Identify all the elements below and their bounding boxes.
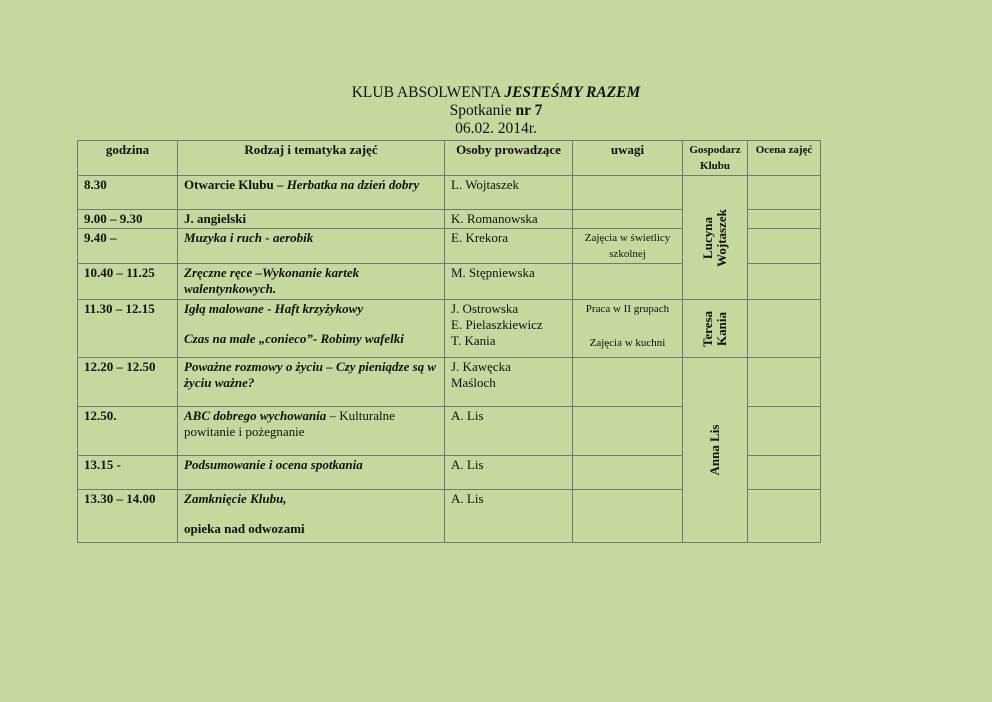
row-topic: Podsumowanie i ocena spotkania	[178, 456, 445, 490]
row-time: 13.15 -	[78, 456, 178, 490]
host-name-2	[701, 310, 729, 346]
table-header-row	[78, 141, 821, 176]
row-rating	[748, 300, 821, 358]
row-rating	[748, 210, 821, 229]
person-line: E. Pielaszkiewicz	[451, 317, 543, 332]
row-person: E. Krekora	[445, 229, 573, 264]
row-rating	[748, 456, 821, 490]
topic-line: Czas na małe „conieco”- Robimy wafelki	[184, 331, 404, 346]
row-rating	[748, 490, 821, 543]
row-note	[573, 264, 683, 300]
topic-part: Otwarcie Klubu –	[184, 177, 287, 192]
host-last-name: Wojtaszek	[714, 208, 729, 267]
row-person: M. Stępniewska	[445, 264, 573, 300]
club-name: JESTEŚMY RAZEM	[504, 84, 641, 101]
col-hour: godzina	[78, 141, 178, 176]
meeting-date: 06.02. 2014r.	[455, 120, 537, 137]
table-row	[78, 300, 821, 358]
person-line: J. Ostrowska	[451, 301, 519, 316]
row-rating	[748, 407, 821, 456]
host-cell-2	[683, 300, 748, 358]
row-note: Zajęcia w świetlicy szkolnej	[573, 229, 683, 264]
row-note	[573, 490, 683, 543]
row-time: 12.20 – 12.50	[78, 358, 178, 407]
row-topic: Muzyka i ruch - aerobik	[178, 229, 445, 264]
col-host: Gospodarz Klubu	[683, 141, 748, 176]
header-line-2	[0, 102, 992, 120]
row-person: L. Wojtaszek	[445, 176, 573, 210]
host-last-name: Kania	[714, 311, 729, 346]
host-name-3: Anna Lis	[707, 424, 722, 476]
host-first-name: Teresa	[700, 310, 715, 347]
topic-line: Zamknięcie Klubu,	[184, 491, 287, 506]
topic-line: Igłą malowane - Haft krzyżykowy	[184, 301, 364, 316]
topic-part: – Kulturalne powitanie i pożegnanie	[184, 408, 395, 439]
note-line: Zajęcia w kuchni	[589, 337, 666, 349]
row-topic	[178, 300, 445, 358]
row-note	[573, 300, 683, 358]
row-topic	[178, 407, 445, 456]
header-line-1	[0, 84, 992, 102]
row-person	[445, 358, 573, 407]
row-person: K. Romanowska	[445, 210, 573, 229]
row-rating	[748, 176, 821, 210]
col-people: Osoby prowadzące	[445, 141, 573, 176]
person-line: Maśloch	[451, 375, 496, 390]
row-person	[445, 300, 573, 358]
row-topic: J. angielski	[178, 210, 445, 229]
row-time: 13.30 – 14.00	[78, 490, 178, 543]
row-time: 9.40 –	[78, 229, 178, 264]
topic-line: opieka nad odwozami	[184, 521, 305, 536]
col-rating: Ocena zajęć	[748, 141, 821, 176]
row-time: 8.30	[78, 176, 178, 210]
row-rating	[748, 229, 821, 264]
note-line: Praca w II grupach	[585, 303, 670, 315]
row-note	[573, 407, 683, 456]
schedule-table	[77, 140, 821, 543]
club-label: KLUB ABSOLWENTA	[351, 84, 505, 101]
row-time: 12.50.	[78, 407, 178, 456]
meeting-label: Spotkanie	[449, 102, 516, 119]
row-rating	[748, 358, 821, 407]
row-note	[573, 176, 683, 210]
row-person: A. Lis	[445, 407, 573, 456]
host-cell-3	[683, 358, 748, 543]
document-header	[0, 84, 992, 138]
host-first-name: Lucyna	[700, 216, 715, 259]
topic-part-italic: Herbatka na dzień dobry	[286, 177, 420, 192]
row-person: A. Lis	[445, 490, 573, 543]
row-topic	[178, 490, 445, 543]
table-row	[78, 176, 821, 210]
row-topic: Poważne rozmowy o życiu – Czy pieniądze są w życiu ważne?	[178, 358, 445, 407]
host-cell-1	[683, 176, 748, 300]
row-note	[573, 358, 683, 407]
table-row	[78, 358, 821, 407]
topic-part-italic: ABC dobrego wychowania	[184, 408, 327, 423]
host-name-1	[701, 209, 729, 267]
person-line: T. Kania	[451, 333, 496, 348]
row-time: 9.00 – 9.30	[78, 210, 178, 229]
col-notes: uwagi	[573, 141, 683, 176]
row-person: A. Lis	[445, 456, 573, 490]
row-time: 11.30 – 12.15	[78, 300, 178, 358]
row-topic	[178, 176, 445, 210]
row-topic: Zręczne ręce –Wykonanie kartek walentynkowych.	[178, 264, 445, 300]
row-time: 10.40 – 11.25	[78, 264, 178, 300]
row-note	[573, 456, 683, 490]
meeting-number: nr 7	[515, 102, 543, 119]
row-note	[573, 210, 683, 229]
person-line: J. Kawęcka	[451, 359, 511, 374]
col-topic: Rodzaj i tematyka zajęć	[178, 141, 445, 176]
row-rating	[748, 264, 821, 300]
